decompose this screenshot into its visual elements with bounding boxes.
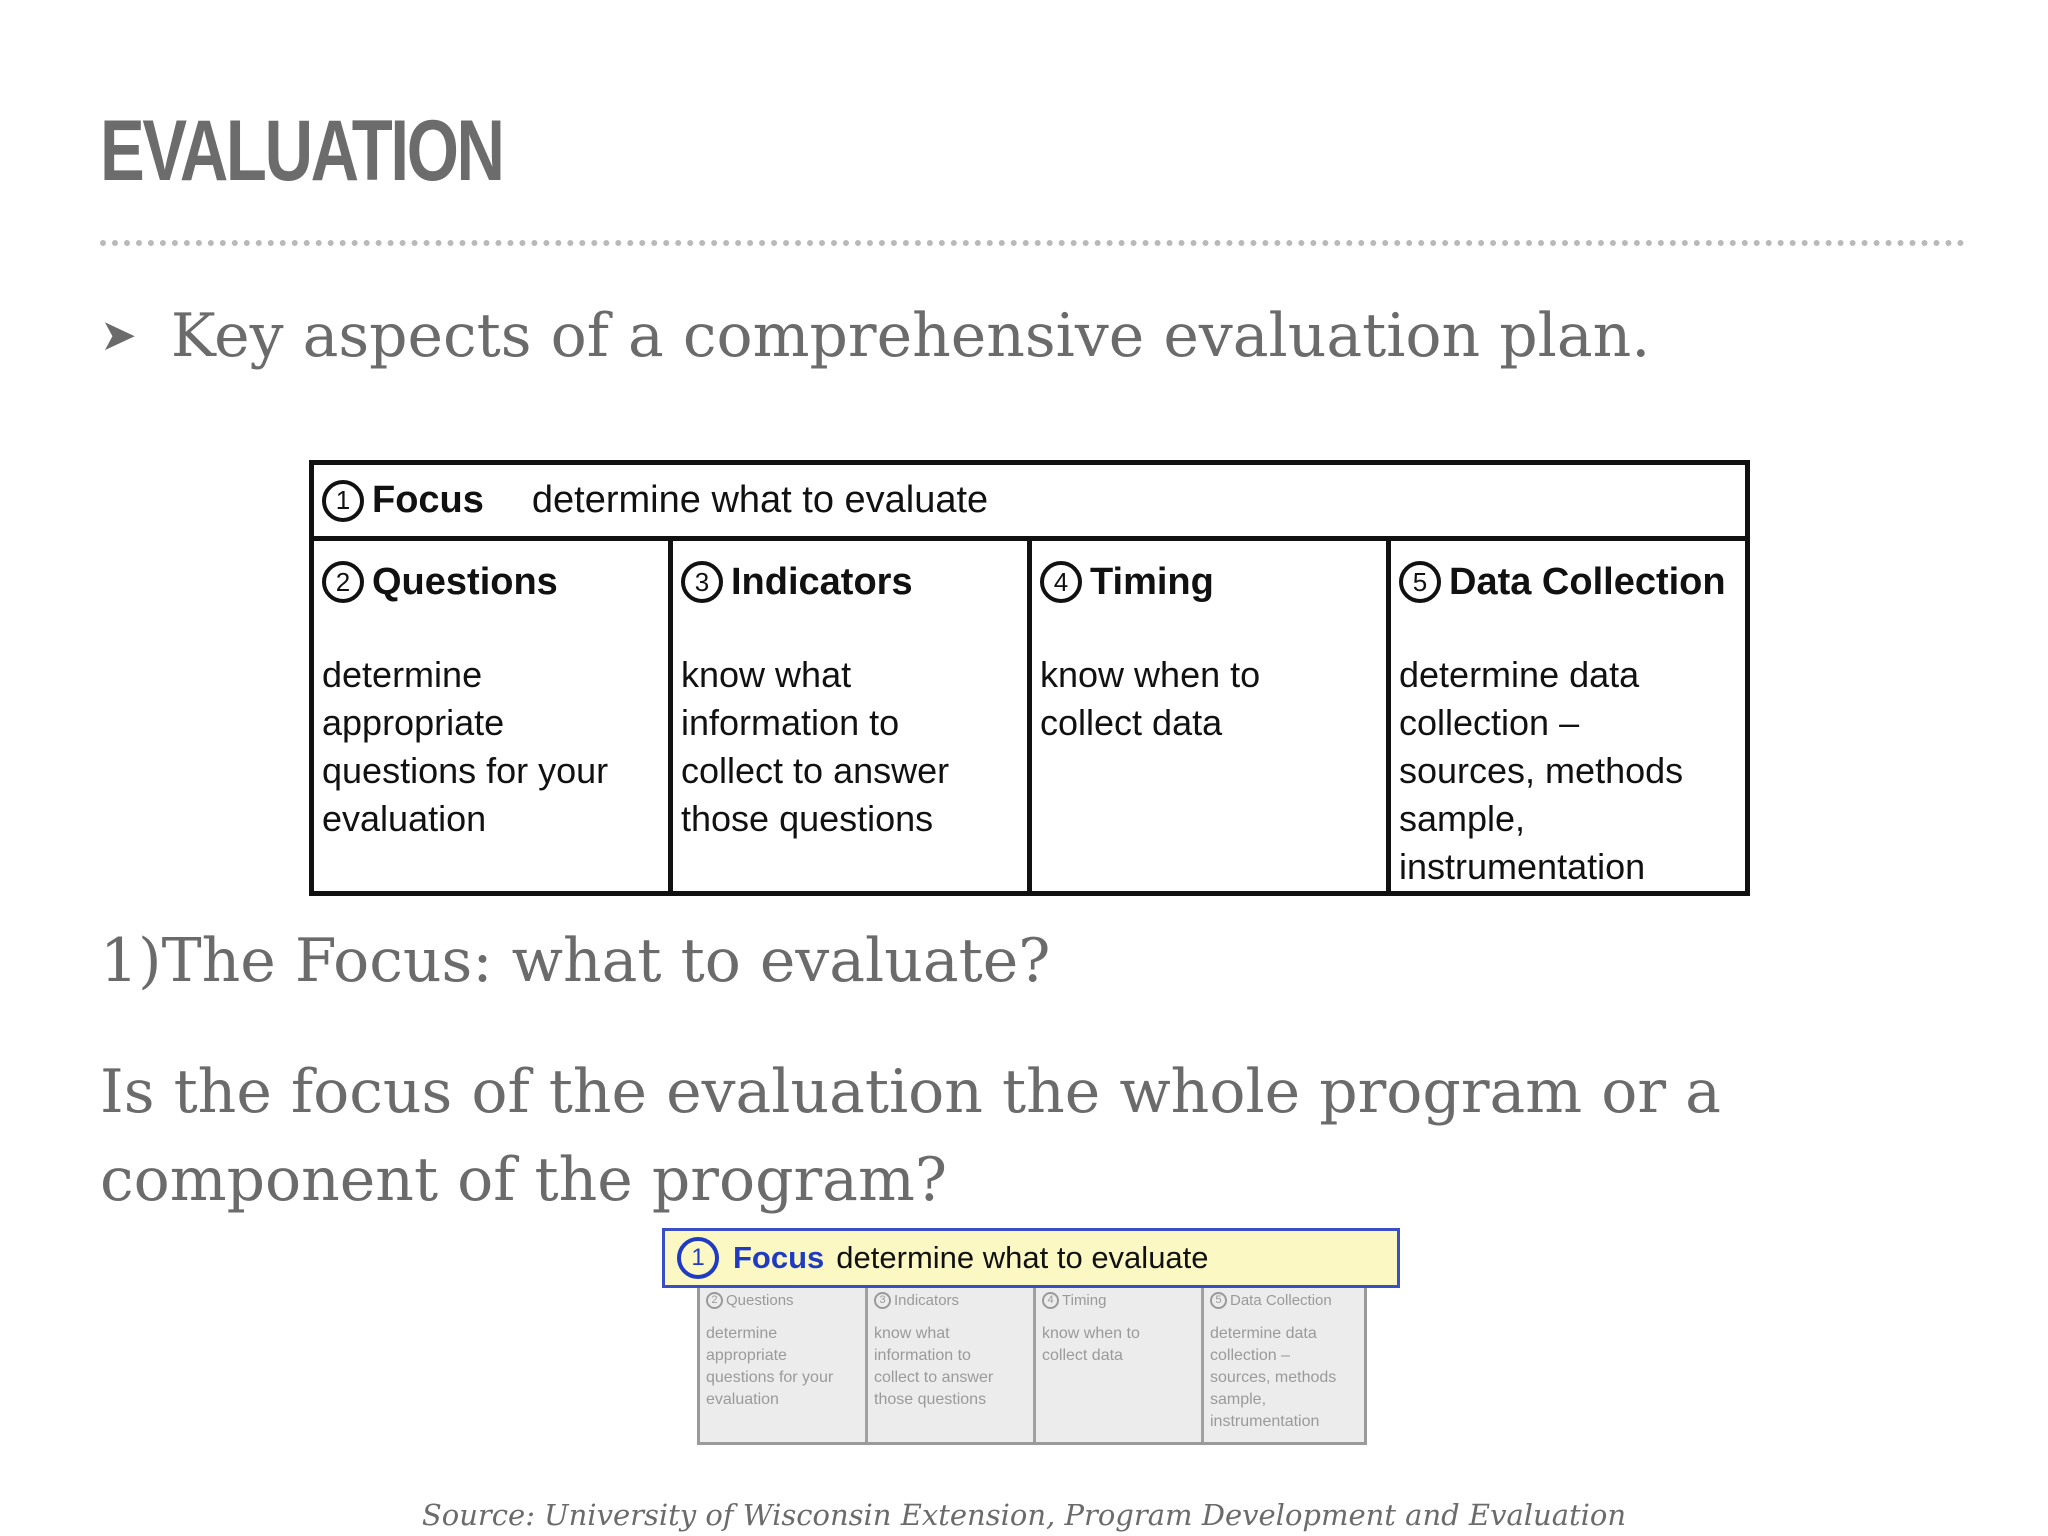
thumb-focus-label: Focus xyxy=(733,1240,825,1275)
thumb-step-data-collection xyxy=(1204,1285,1364,1442)
bullet-item xyxy=(100,300,1650,372)
thumb-step-description: know when to collect data xyxy=(1042,1325,1140,1364)
step-number-1-icon: 1 xyxy=(322,480,364,522)
thumb-focus-description: determine what to evaluate xyxy=(836,1240,1209,1275)
thumb-step-label: Indicators xyxy=(894,1291,960,1309)
step-indicators xyxy=(673,541,1032,891)
step-questions xyxy=(314,541,673,891)
step-number-2-icon: 2 xyxy=(706,1292,723,1309)
arrowhead-bullet-icon: ➤ xyxy=(100,309,137,361)
slide-title: EVALUATION xyxy=(100,103,503,199)
focus-description: determine what to evaluate xyxy=(531,479,989,521)
evaluation-plan-diagram xyxy=(309,460,1750,896)
focus-question: 1)The Focus: what to evaluate? xyxy=(100,926,1051,996)
step-label: Timing xyxy=(1090,560,1214,603)
focus-detail: Is the focus of the evaluation the whole program or a component of the program? xyxy=(100,1057,1721,1215)
title-divider xyxy=(100,240,1965,246)
step-description: know what information to collect to answer those questions xyxy=(681,654,950,839)
step-description: determine appropriate questions for your evaluation xyxy=(322,654,609,839)
thumb-step-label: Data Collection xyxy=(1230,1291,1332,1309)
focus-row xyxy=(314,465,1745,541)
step-number-3-icon: 3 xyxy=(681,561,723,603)
step-number-4-icon: 4 xyxy=(1040,561,1082,603)
step-data-collection xyxy=(1391,541,1745,891)
thumb-step-description: determine data collection – sources, methods sample, instrumentation xyxy=(1210,1325,1337,1430)
thumb-step-indicators xyxy=(868,1285,1036,1442)
thumb-step-questions xyxy=(700,1285,868,1442)
step-number-4-icon: 4 xyxy=(1042,1292,1059,1309)
source-citation: Source: University of Wisconsin Extension, Program Development and Evaluation xyxy=(421,1498,1627,1532)
step-number-5-icon: 5 xyxy=(1210,1292,1227,1309)
focus-highlight-thumbnail xyxy=(697,1282,1367,1445)
step-number-1-icon: 1 xyxy=(677,1237,719,1279)
thumb-focus-highlight xyxy=(662,1228,1400,1288)
steps-row xyxy=(314,541,1745,891)
step-number-5-icon: 5 xyxy=(1399,561,1441,603)
thumb-step-label: Questions xyxy=(726,1291,794,1309)
thumb-step-description: know what information to collect to answer those questions xyxy=(874,1325,994,1408)
step-label: Data Collection xyxy=(1449,560,1726,603)
step-timing xyxy=(1032,541,1391,891)
thumb-step-label: Timing xyxy=(1062,1291,1107,1309)
bullet-text: Key aspects of a comprehensive evaluation plan. xyxy=(170,301,1651,371)
step-label: Questions xyxy=(372,560,558,603)
step-label: Indicators xyxy=(731,560,913,603)
step-number-3-icon: 3 xyxy=(874,1292,891,1309)
focus-label: Focus xyxy=(372,479,484,521)
step-description: determine data collection – sources, methods sample, instrumentation xyxy=(1399,654,1684,887)
thumb-step-description: determine appropriate questions for your evaluation xyxy=(706,1325,834,1408)
step-number-2-icon: 2 xyxy=(322,561,364,603)
step-description: know when to collect data xyxy=(1040,654,1261,743)
thumb-step-timing xyxy=(1036,1285,1204,1442)
